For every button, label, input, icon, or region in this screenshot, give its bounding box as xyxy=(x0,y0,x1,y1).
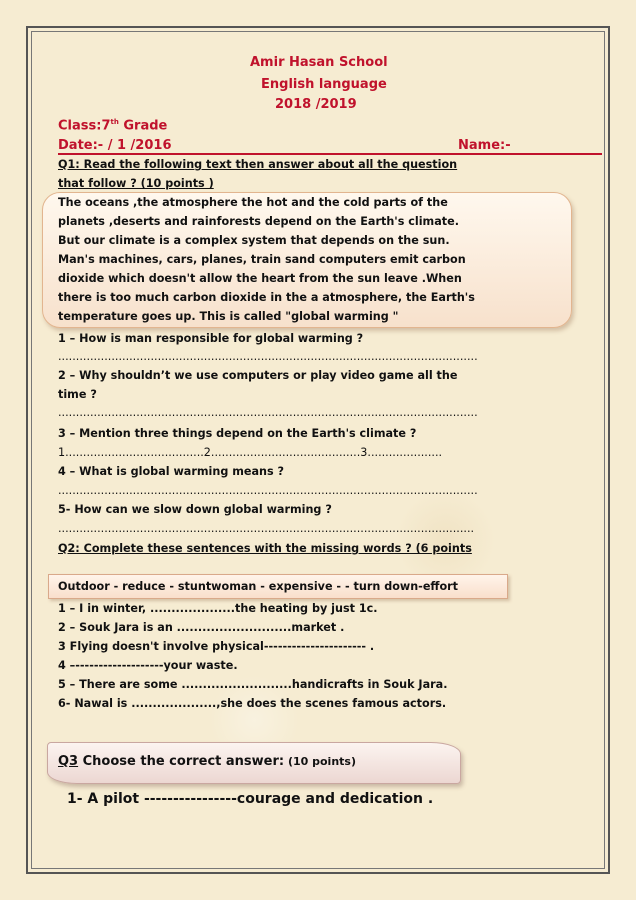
school-name: Amir Hasan School xyxy=(250,55,388,70)
answer-line-2[interactable]: ...................................................................................................................... xyxy=(58,406,478,419)
passage-line: Man's machines, cars, planes, train sand computers emit carbon xyxy=(58,253,466,266)
question-2: 2 – Why shouldn’t we use computers or play video game all the xyxy=(58,369,458,382)
sentence-6: 6- Nawal is ....................,she does the scenes famous actors. xyxy=(58,697,447,710)
passage-line: planets ,deserts and rainforests depend on the Earth's climate. xyxy=(58,215,459,228)
q1-title-line1: Q1: Read the following text then answer about all the question xyxy=(58,158,458,171)
question-5: 5- How can we slow down global warming ? xyxy=(58,503,332,516)
q3-item-1: 1- A pilot ----------------courage and dedication . xyxy=(67,791,434,807)
answer-line-4[interactable]: ...................................................................................................................... xyxy=(58,484,478,497)
q1-title-line2: that follow ? (10 points ) xyxy=(58,177,214,190)
passage-line: But our climate is a complex system that depends on the sun. xyxy=(58,234,450,247)
question-1: 1 – How is man responsible for global warming ? xyxy=(58,332,364,345)
passage-line: there is too much carbon dioxide in the a atmosphere, the Earth's xyxy=(58,291,475,304)
word-bank: Outdoor - reduce - stuntwoman - expensive - - turn down-effort xyxy=(58,580,459,593)
sentence-2: 2 – Souk Jara is an ...........................market . xyxy=(58,621,345,634)
q3-title: Q3 Choose the correct answer: (10 points) xyxy=(58,754,356,769)
answer-line-5[interactable]: ..................................................................................................................... xyxy=(58,522,475,535)
sentence-1: 1 – I in winter, ....................the heating by just 1c. xyxy=(58,602,378,615)
passage-line: The oceans ,the atmosphere the hot and the cold parts of the xyxy=(58,196,448,209)
date-label: Date:- / 1 /2016 xyxy=(58,138,172,153)
sentence-3: 3 Flying doesn't involve physical---------------------- . xyxy=(58,640,375,653)
header-divider xyxy=(58,153,602,155)
passage-line: dioxide which doesn't allow the heart from the sun leave .When xyxy=(58,272,462,285)
question-2-cont: time ? xyxy=(58,388,97,401)
sentence-5: 5 – There are some ..........................handicrafts in Souk Jara. xyxy=(58,678,448,691)
sentence-4: 4 –-------------------your waste. xyxy=(58,659,238,672)
passage-line: temperature goes up. This is called "global warming " xyxy=(58,310,399,323)
school-year: 2018 /2019 xyxy=(275,97,357,112)
class-label: Class:7th Grade xyxy=(58,118,168,134)
question-3: 3 – Mention three things depend on the Earth's climate ? xyxy=(58,427,417,440)
question-4: 4 – What is global warming means ? xyxy=(58,465,285,478)
q2-title: Q2: Complete these sentences with the missing words ? (6 points xyxy=(58,542,472,555)
answer-line-3[interactable]: 1.......................................2..........................................3..................... xyxy=(58,446,443,459)
answer-line-1[interactable]: ...................................................................................................................... xyxy=(58,350,478,363)
name-label: Name:- xyxy=(458,138,511,153)
subject-title: English language xyxy=(261,77,387,92)
